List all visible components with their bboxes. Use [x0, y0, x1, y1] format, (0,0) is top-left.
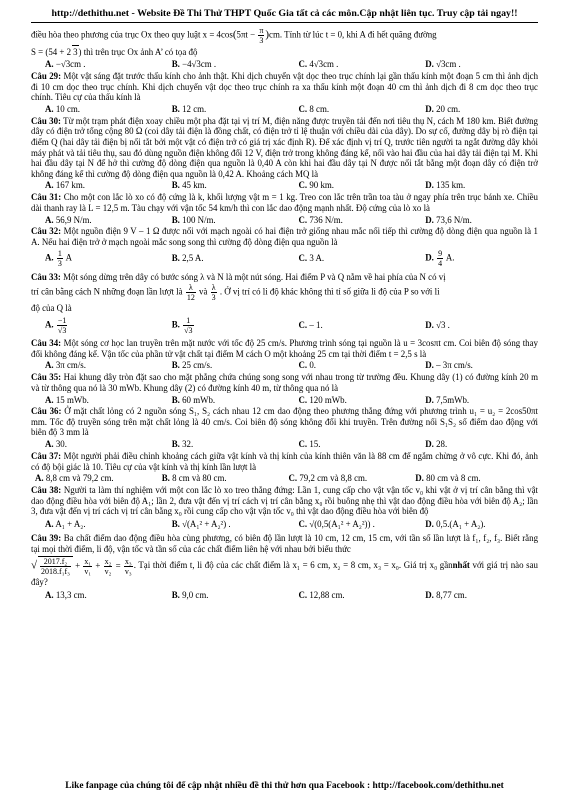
q36-number: Câu 36:	[31, 406, 62, 417]
q30-option-d[interactable]: D. 135 km.	[425, 180, 466, 191]
q35-option-d[interactable]: D. 7,5mWb.	[425, 394, 470, 405]
q35-options	[31, 395, 538, 406]
q32-option-c[interactable]: C. 3 A.	[298, 253, 325, 264]
q32-option-d[interactable]: D. $\frac{9}{4}$ A.	[425, 248, 455, 268]
q31-option-d[interactable]: D. 73,6 N/m.	[425, 214, 472, 225]
q32-option-a[interactable]: A. $\frac{1}{3}$ A	[45, 248, 73, 268]
q36-option-a[interactable]: A. 30.	[45, 439, 67, 450]
q30-options	[31, 180, 538, 191]
q34-text: Câu 34: Một sóng cơ học lan truyền trên mặt nước với tốc độ 25 cm/s. Phương trình sóng tại nguồn là u = 3cosπt cm. Coi biên độ sóng thay đổi không đáng kể. Vận tốc của phần tử vật chất tại điểm M cách O một khoảng 25 cm tại thời điểm t = 2,5 s là	[31, 337, 538, 359]
q28-line2-post: ) thì trên trục Ox ảnh A’ có tọa độ	[78, 47, 198, 57]
q38-option-a[interactable]: A. A₁ + A₂.	[45, 519, 86, 530]
q30-option-a[interactable]: A. 167 km.	[45, 180, 85, 191]
q28-line1-arg: 5πt −	[236, 29, 258, 40]
q31-number: Câu 31:	[31, 192, 62, 203]
q36-text: Câu 36: Ở mặt chất lỏng có 2 nguồn sóng S₁, S₂ cách nhau 12 cm dao động theo phương thẳng đứng với phương trình u₁ = u₂ = 2cos50πt mm. Tốc độ truyền sóng trên mặt chất lỏng là 40 cm/s. Coi biên độ sóng không đổi khi truyền. Trên đường nối S₁S₂ số điểm dao động với biên độ 3 mm là	[31, 406, 539, 438]
q37-option-d[interactable]: D. 80 cm và 8 cm.	[415, 473, 481, 484]
q39-option-a[interactable]: A. 13,3 cm.	[45, 589, 87, 600]
q37-option-c[interactable]: C. 79,2 cm và 8,8 cm.	[288, 473, 368, 484]
q38-option-b[interactable]: B. √(A₁² + A₂²) .	[171, 519, 231, 530]
page-footer[interactable]: Like fanpage của chúng tôi để cập nhật nhiều đề thi thử hơn qua Facebook : http://facebook.com/dethithu.net	[65, 781, 504, 791]
q31-text: Câu 31: Cho một con lắc lò xo có độ cứng là k, khối lượng vật m = 1 kg. Treo con lắc trên trần toa tàu ở ngay phía trên trục bánh xe. Chiều dài thanh ray là L = 12,5 m. Tàu chạy với vận tốc 54 km/h thì con lắc dao động mạnh nhất. Độ cứng của lò xo là	[31, 192, 538, 213]
q28-text: điều hòa theo phương của trục Ox theo quy luật x = 4cos(5πt − $\frac{\pi}{3}$ )cm. Tính từ lúc t = 0, khi A đi hết quãng đường S = (54 + 2 3) thì trên trục Ox ảnh A’ có tọa độ	[31, 26, 437, 57]
q39-equation: √ $\frac{\text{2017.f₂}}{\text{2018.f₁f₃}}$ + $\frac{\text{x₁}}{\text{v₁}}$ + $\frac{\text{x₂}}{\text{v₂}}$ = $\frac{\text{x₃}}{\text{v₃}}$	[31, 556, 132, 576]
q39-option-d[interactable]: D. 8,77 cm.	[425, 589, 467, 600]
q33-option-a[interactable]: A. $\frac{-1}{√3}$	[45, 315, 67, 335]
q28-line1-post: cm. Tính từ lúc t = 0, khi A đi hết quãng đường	[269, 29, 437, 40]
q34-option-b[interactable]: B. 25 cm/s.	[171, 360, 213, 371]
q39-equation-line: √ $\frac{\text{2017.f₂}}{\text{2018.f₁f₃}}$ + $\frac{\text{x₁}}{\text{v₁}}$ + $\frac{\text{x₂}}{\text{v₂}}$ = $\frac{\text{x₃}}{\text{v₃}}$ . Tại thời điểm t, li độ của các chất điểm là x₁ = 6 cm, x₂ = 8 cm, x₃ = x₀. Giá trị x₀ gầnnhất với giá trị nào sau đây?	[31, 556, 538, 587]
q28-option-a[interactable]: A. −√3cm .	[45, 59, 86, 70]
q34-option-c[interactable]: C. 0.	[298, 360, 317, 371]
q38-options	[31, 518, 538, 530]
q33-option-d[interactable]: D. √3 .	[425, 320, 450, 331]
q34-option-d[interactable]: D. – 3π cm/s.	[425, 360, 473, 371]
q29-option-d[interactable]: D. 20 cm.	[425, 103, 461, 114]
q32-number: Câu 32:	[31, 226, 62, 237]
q28-options	[31, 59, 538, 70]
q29-options	[31, 104, 538, 115]
q28-option-b[interactable]: B. −4√3cm .	[171, 59, 217, 70]
q39-option-b[interactable]: B. 9,0 cm.	[171, 589, 209, 600]
q28-line1-pre: điều hòa theo phương của trục Ox theo quy luật x = 4cos	[31, 29, 233, 40]
q33-number: Câu 33:	[31, 271, 61, 282]
q38-option-c[interactable]: C. √(0,5(A₁² + A₂²)) .	[298, 519, 375, 530]
q33-fraction-2: $\frac{\lambda}{3}$	[211, 283, 216, 303]
q28-option-c[interactable]: C. 4√3cm .	[298, 59, 339, 70]
q37-number: Câu 37:	[31, 451, 62, 462]
q31-option-b[interactable]: B. 100 N/m.	[171, 214, 216, 225]
q39-option-c[interactable]: C. 12,88 cm.	[298, 589, 345, 600]
q30-option-c[interactable]: C. 90 km.	[298, 180, 335, 191]
q34-number: Câu 34:	[31, 337, 62, 348]
q36-option-c[interactable]: C. 15.	[298, 439, 321, 450]
q34-options	[31, 360, 538, 371]
q30-number: Câu 30:	[31, 115, 61, 126]
q38-number: Câu 38:	[31, 485, 62, 496]
q35-number: Câu 35:	[31, 372, 62, 383]
q36-option-d[interactable]: D. 28.	[425, 439, 448, 450]
q33-option-b[interactable]: B. $\frac{1}{√3}$	[171, 315, 193, 335]
q36-option-b[interactable]: B. 32.	[171, 439, 194, 450]
q32-option-b[interactable]: B. 2,5 A.	[171, 253, 204, 264]
q32-text: Câu 32: Một nguồn điện 9 V – 1 Ω được nối với mạch ngoài có hai điện trở giống nhau mắc nối tiếp thì cường độ dòng điện qua nguồn là 1 A. Nếu hai điện trở ở mạch ngoài mắc song song thì cường độ dòng điện qua nguồn là	[31, 226, 538, 247]
q29-number: Câu 29:	[31, 70, 62, 81]
q29-text: Câu 29: Một vật sáng đặt trước thấu kính cho ảnh thật. Khi dịch chuyển vật dọc theo trục chính lại gần thấu kính một đoạn 5 cm thì ảnh dịch đi 10 cm dọc theo trục chính. Khi dịch chuyển vật dọc theo trục chính ra xa thấu kính một đoạn 40 cm thì ảnh dịch đi 8 cm dọc theo trục chính. Tiêu cự của thấu kính là	[31, 70, 539, 103]
q35-option-b[interactable]: B. 60 mWb.	[171, 394, 216, 405]
q28-sqrt: 3	[73, 47, 78, 57]
q30-text: Câu 30: Từ một trạm phát điện xoay chiều một pha đặt tại vị trí M, điện năng được truyền tải đến nơi tiêu thụ N, cách M 180 km. Biết đường dây có điện trở tổng cộng 80 Ω (coi dây tải điện là đồng chất, có điện trở tỉ lệ thuận với chiều dài của dây). Do sự cố, đường dây bị rò điện tại điểm Q (hai dây tải điện bị nối tắt bởi một vật có điện trở có giá trị xác định R). Để xác định vị trí Q, trước tiên người ta ngắt đường dây khỏi máy phát và tải tiêu thụ, sau đó dùng nguồn điện không đổi 12 V, điện trở trong không đáng kể, nối vào hai đầu của hai dây tải điện tại M. Khi hai đầu dây tại N để hở thì cường độ dòng điện qua nguồn là 0,40 A còn khi hai đầu dây tại N được nối tắt bằng một đoạn dây có điện trở không đáng kể thì cường độ dòng điện qua nguồn là 0,42 A. Khoảng cách MQ là	[31, 115, 538, 179]
q35-option-c[interactable]: C. 120 mWb.	[298, 394, 347, 405]
page-header: http://dethithu.net - Website Đề Thi Thử THPT Quốc Gia tất cả các môn.Cập nhật liên tục. Truy cập tải ngay!!	[51, 8, 518, 19]
q33-text: Câu 33: Một sóng dừng trên dây có bước sóng λ và N là một nút sóng. Hai điểm P và Q nằm về hai phía của N có vị trí cân bằng cách N những đoạn lần lượt là $\frac{\lambda}{12}$ và $\frac{\lambda}{3}$ . Ở vị trí có li độ khác không thì tỉ số giữa li độ của P so với li độ của Q là	[31, 271, 446, 314]
q34-option-a[interactable]: A. 3π cm/s.	[45, 360, 86, 371]
q28-line2-pre: S = (54 + 2	[31, 47, 72, 57]
q31-option-c[interactable]: C. 736 N/m.	[298, 214, 343, 225]
q37-option-a[interactable]: A. 8,8 cm và 79,2 cm.	[35, 473, 114, 484]
q28-phase-fraction: $\frac{\pi}{3}$	[259, 26, 264, 45]
q37-option-b[interactable]: B. 8 cm và 80 cm.	[161, 473, 227, 484]
q30-option-b[interactable]: B. 45 km.	[171, 180, 207, 191]
q37-options	[31, 473, 538, 484]
q33-option-c[interactable]: C. – 1.	[298, 320, 323, 331]
q39-options	[31, 590, 538, 601]
header-divider	[31, 22, 538, 23]
q39-number: Câu 39:	[31, 533, 62, 544]
q29-option-b[interactable]: B. 12 cm.	[171, 103, 207, 114]
q31-option-a[interactable]: A. 56,9 N/m.	[45, 214, 92, 225]
q35-text: Câu 35: Hai khung dây tròn đặt sao cho mặt phẳng chứa chúng song song với nhau trong từ trường đều. Khung dây (1) có đường kính 20 m và từ thông qua nó là 30 mWb. Khung dây (2) có đường kính 40 m, từ thông qua nó là	[31, 372, 538, 393]
q31-options	[31, 215, 538, 226]
q32-options	[31, 249, 538, 268]
q35-option-a[interactable]: A. 15 mWb.	[45, 394, 89, 405]
q38-text: Câu 38: Người ta làm thí nghiệm với một con lắc lò xo treo thẳng đứng: Lần 1, cung cấp cho vật vận tốc v₀ khi vật ở vị trí cân bằng thì vật dao động điều hòa với biên độ A₁; lần 2, đưa vật đến vị trí cách vị trí cân bằng x₀ rồi buông nhẹ thì vật dao động điều hòa với biên độ A₂; lần 3, đưa vật đến vị trí cách vị trí cân bằng x₀ rồi cung cấp cho vật vận tốc v₀ thì vật dao động điều hòa với biên độ	[31, 485, 538, 517]
q33-fraction-1: $\frac{\lambda}{12}$	[186, 283, 195, 303]
q29-option-c[interactable]: C. 8 cm.	[298, 103, 330, 114]
q28-option-d[interactable]: D. √3cm .	[425, 59, 461, 70]
q39-text: Câu 39: Ba chất điểm dao động điều hòa cùng phương, có biên độ lần lượt là 10 cm, 12 cm, 15 cm, với tần số lần lượt là f₁, f₂, f₃. Biết rằng tại mọi thời điểm, li độ, vận tốc và tần số của các chất điểm liên hệ với nhau bởi biểu thức	[31, 533, 539, 554]
q29-option-a[interactable]: A. 10 cm.	[45, 103, 81, 114]
q33-options	[31, 316, 538, 335]
q38-option-d[interactable]: D. 0,5.(A₁ + A₂).	[425, 519, 486, 530]
q37-text: Câu 37: Một người phải điều chỉnh khoảng cách giữa vật kính và thị kính của kính thiên văn là 88 cm để ngắm chừng ở vô cực. Khi đó, ảnh có độ bội giác là 10. Tiêu cự của vật kính và thị kính lần lượt là	[31, 451, 538, 472]
q36-options	[31, 439, 538, 450]
